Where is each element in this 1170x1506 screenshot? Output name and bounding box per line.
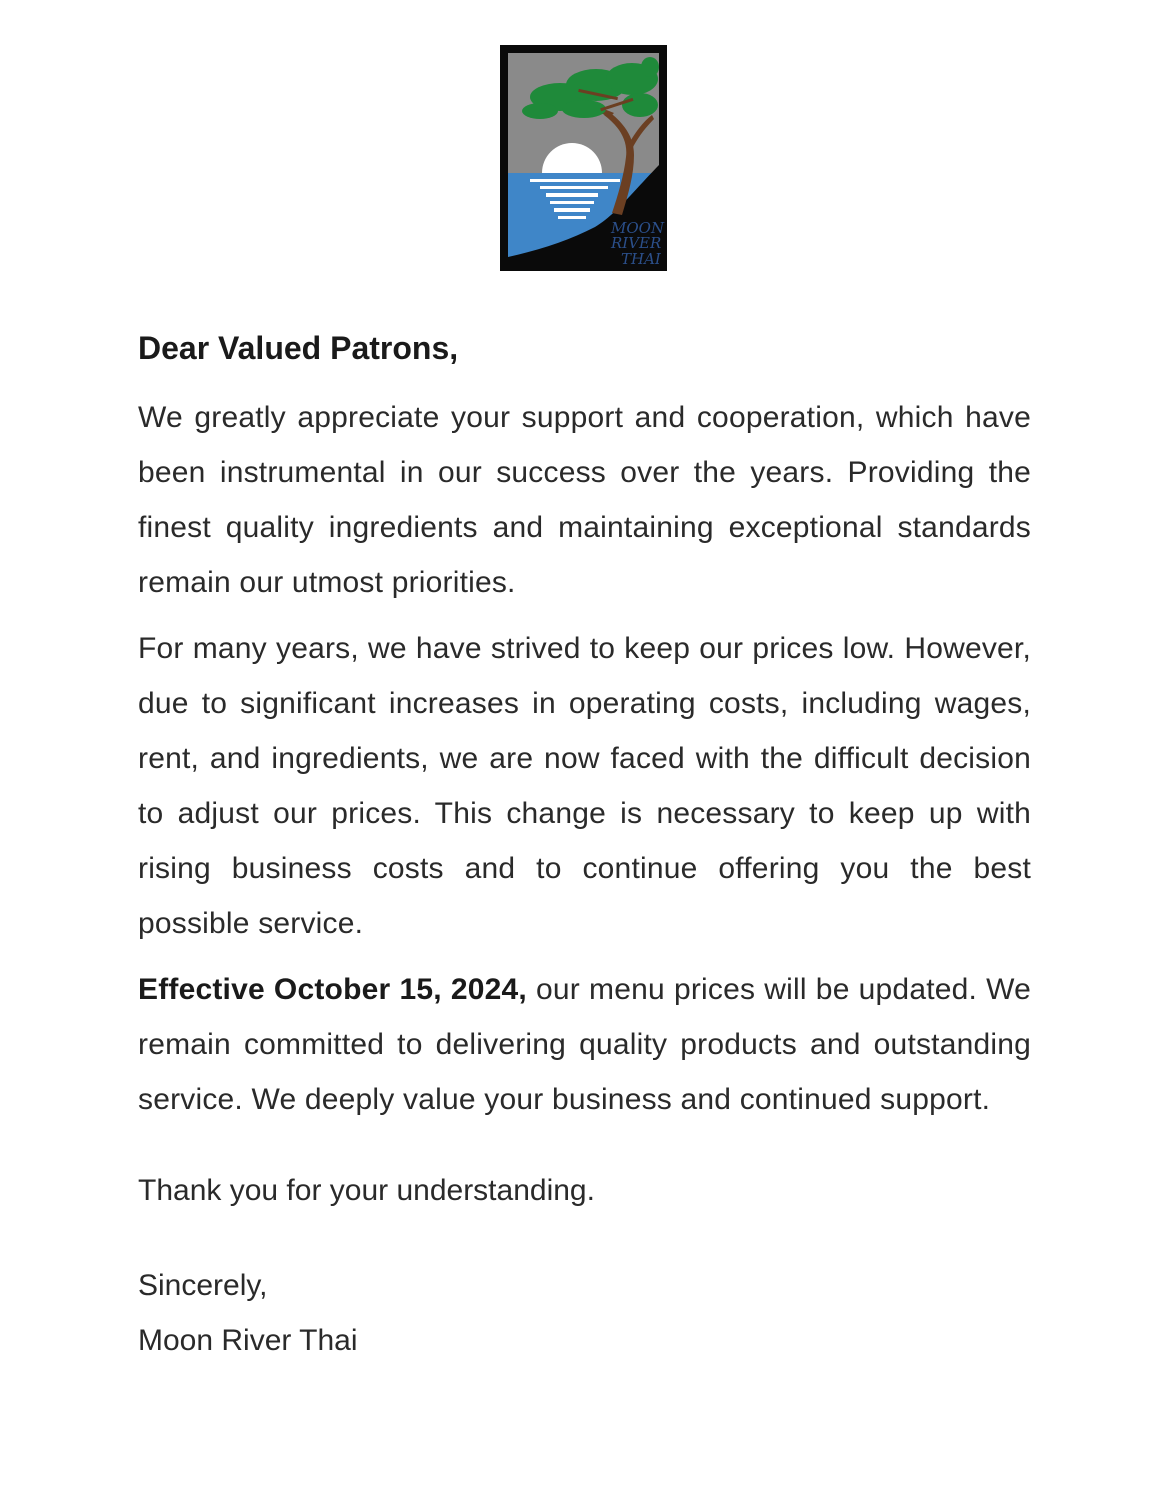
paragraph-effective-rest: our menu prices will be updated. We remain committed to delivering quality products and outstanding service. We deeply value your business and continued support. bbox=[138, 973, 1031, 1116]
logo-text-thai: THAI bbox=[621, 250, 661, 268]
moon-river-thai-logo bbox=[500, 45, 667, 271]
paragraph-appreciation: We greatly appreciate your support and cooperation, which have been instrumental in our success over the years. Providing the finest quality ingredients and maintaining exceptional standards remain our utmost priorities. bbox=[138, 401, 1031, 599]
logo-graphic bbox=[500, 45, 667, 271]
letter-body bbox=[138, 326, 1031, 1368]
letter-greeting: Dear Valued Patrons, bbox=[138, 330, 459, 366]
thanks-line: Thank you for your understanding. bbox=[138, 1174, 595, 1207]
signer-name: Moon River Thai bbox=[138, 1324, 358, 1357]
paragraph-effective-date bbox=[138, 962, 1031, 1127]
closing-line: Sincerely, bbox=[138, 1269, 268, 1302]
effective-date: Effective October 15, 2024, bbox=[138, 973, 527, 1006]
logo-text-moon: MOON bbox=[611, 219, 665, 237]
logo-text-river: RIVER bbox=[611, 234, 662, 252]
paragraph-price-explanation: For many years, we have strived to keep our prices low. However, due to significant increases in operating costs, including wages, rent, and ingredients, we are now faced with the difficult decision to adjust our prices. This change is necessary to keep up with rising business costs and to continue offering you the best possible service. bbox=[138, 632, 1031, 940]
